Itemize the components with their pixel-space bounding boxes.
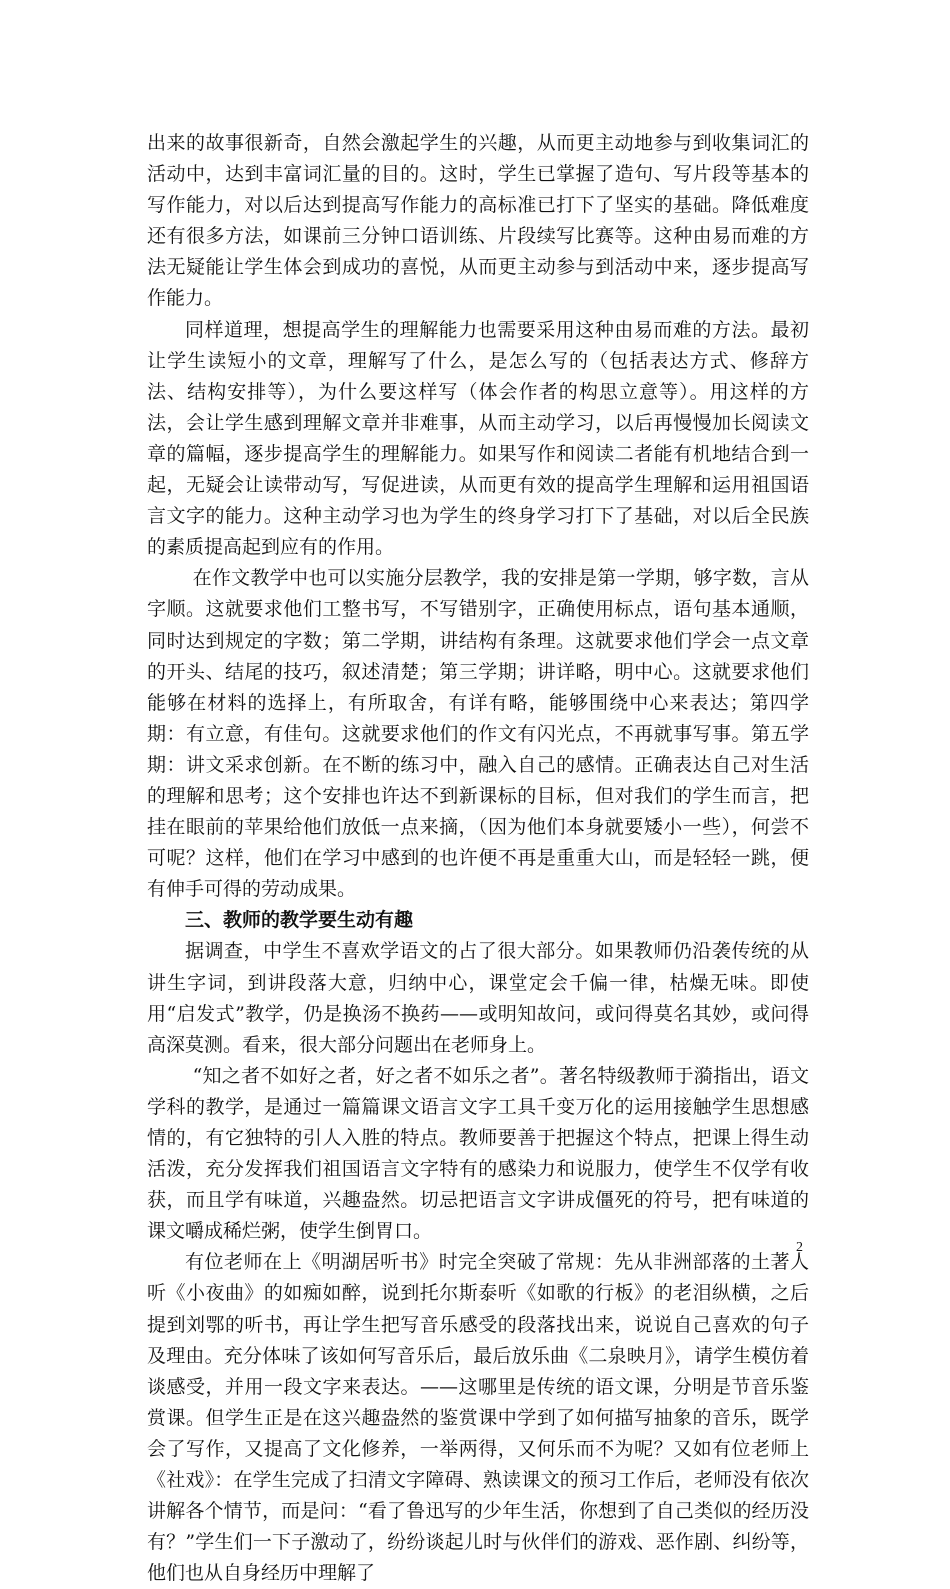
page-number: 2 (796, 1240, 803, 1255)
document-body (147, 128, 809, 1589)
paragraph-writing-stages: 在作文教学中也可以实施分层教学，我的安排是第一学期，够字数，言从字顺。这就要求他们工整书写，不写错别字，正确使用标点，语句基本通顺，同时达到规定的字数；第二学期，讲结构有条理。这就要求他们学会一点文章的开头、结尾的技巧，叙述清楚；第三学期；讲详略，明中心。这就要求他们能够在材料的选择上，有所取舍，有详有略，能够围绕中心来表达；第四学期：有立意，有佳句。这就要求他们的作文有闪光点，不再就事写事。第五学期：讲文采求创新。在不断的练习中，融入自己的感情。正确表达自己对生活的理解和思考；这个安排也许达不到新课标的目标，但对我们的学生而言，把挂在眼前的苹果给他们放低一点来摘，（因为他们本身就要矮小一些），何尝不可呢？这样，他们在学习中感到的也许便不再是重重大山，而是轻轻一跳，便有伸手可得的劳动成果。 (147, 567, 809, 901)
paragraph-survey: 据调查，中学生不喜欢学语文的占了很大部分。如果教师仍沿袭传统的从讲生字词，到讲段落大意，归纳中心，课堂定会千偏一律，枯燥无味。即使用“启发式”教学，仍是换汤不换药——或明知故问，或问得莫名其妙，或问得高深莫测。看来，很大部分问题出在老师身上。 (147, 940, 809, 1056)
paragraph-continued: 出来的故事很新奇，自然会激起学生的兴趣，从而更主动地参与到收集词汇的活动中，达到丰富词汇量的目的。这时，学生已掌握了造句、写片段等基本的写作能力，对以后达到提高写作能力的高标准已打下了坚实的基础。降低难度还有很多方法，如课前三分钟口语训练、片段续写比赛等。这种由易而难的方法无疑能让学生体会到成功的喜悦，从而更主动参与到活动中来，逐步提高写作能力。 (147, 132, 809, 310)
paragraph-quote: “知之者不如好之者，好之者不如乐之者”。著名特级教师于漪指出，语文学科的教学，是通过一篇篇课文语言文字工具千变万化的运用接触学生思想感情的，有它独特的引人入胜的特点。教师要善于把握这个特点，把课上得生动活泼，充分发挥我们祖国语言文字特有的感染力和说服力，使学生不仅学有收获，而且学有味道，兴趣盎然。切忌把语言文字讲成僵死的符号，把有味道的课文嚼成稀烂粥，使学生倒胃口。 (147, 1064, 809, 1243)
section-heading: 三、教师的教学要生动有趣 (185, 909, 414, 932)
paragraph-example-lessons: 有位老师在上《明湖居听书》时完全突破了常规：先从非洲部落的土著人听《小夜曲》的如痴如醉，说到托尔斯泰听《如歌的行板》的老泪纵横，之后提到刘鄂的听书，再让学生把写音乐感受的段落找出来，说说自己喜欢的句子及理由。充分体味了该如何写音乐后，最后放乐曲《二泉映月》，请学生模仿着谈感受，并用一段文字来表达。——这哪里是传统的语文课，分明是节音乐鉴赏课。但学生正是在这兴趣盎然的鉴赏课中学到了如何描写抽象的音乐，既学会了写作，又提高了文化修养，一举两得，又何乐而不为呢？又如有位老师上《社戏》：在学生完成了扫清文字障碍、熟读课文的预习工作后，老师没有依次讲解各个情节，而是问：“看了鲁迅写的少年生活，你想到了自己类似的经历没有？”学生们一下子激动了，纷纷谈起儿时与伙伴们的游戏、恶作剧、纠纷等，他们也从自身经历中理解了 (147, 1251, 809, 1585)
paragraph-reading-comprehension: 同样道理，想提高学生的理解能力也需要采用这种由易而难的方法。最初让学生读短小的文章，理解写了什么，是怎么写的（包括表达方式、修辞方法、结构安排等），为什么要这样写（体会作者的构思立意等）。用这样的方法，会让学生感到理解文章并非难事，从而主动学习，以后再慢慢加长阅读文章的篇幅，逐步提高学生的理解能力。如果写作和阅读二者能有机地结合到一起，无疑会让读带动写，写促进读，从而更有效的提高学生理解和运用祖国语言文字的能力。这种主动学习也为学生的终身学习打下了基础，对以后全民族的素质提高起到应有的作用。 (147, 318, 809, 559)
